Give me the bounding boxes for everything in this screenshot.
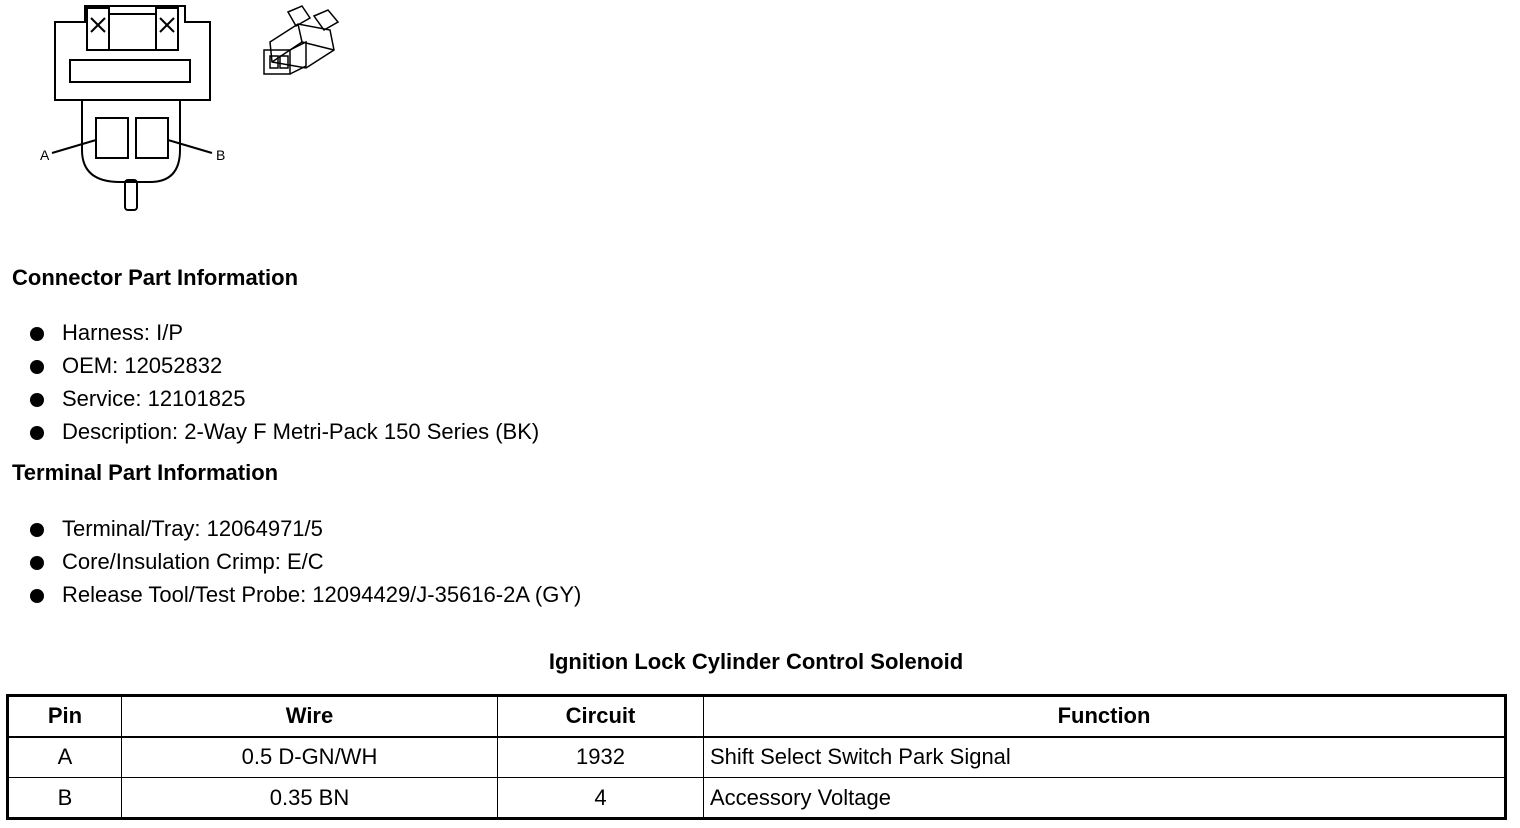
header-function: Function [704,696,1506,737]
list-item [28,352,539,385]
bullet-icon [30,426,44,440]
bullet-icon [30,589,44,603]
cell-wire: 0.35 BN [122,778,498,819]
cell-pin: B [8,778,122,819]
cell-circuit: 1932 [498,737,704,778]
list-item-text: Release Tool/Test Probe: 12094429/J-35616-2A (GY) [62,582,582,607]
bullet-icon [30,556,44,570]
header-circuit: Circuit [498,696,704,737]
cell-pin: A [8,737,122,778]
bullet-icon [30,360,44,374]
table-header-row [8,696,1506,737]
connector-part-heading: Connector Part Information [12,265,299,290]
cavity-label-b: B [216,147,226,163]
header-wire: Wire [122,696,498,737]
table-title: Ignition Lock Cylinder Control Solenoid [548,649,964,674]
cavity-label-a: A [40,147,50,163]
list-item-text: Description: 2-Way F Metri-Pack 150 Series (BK) [62,419,540,444]
table-row [8,737,1506,778]
bullet-icon [30,393,44,407]
connector-face-diagram [30,0,240,215]
cell-wire: 0.5 D-GN/WH [122,737,498,778]
terminal-part-heading: Terminal Part Information [12,460,279,485]
list-item-text: Harness: I/P [62,320,184,345]
cell-circuit: 4 [498,778,704,819]
bullet-icon [30,327,44,341]
list-item-text: Terminal/Tray: 12064971/5 [62,516,323,541]
terminal-part-list [28,515,581,614]
list-item [28,548,581,581]
pinout-table [6,694,1507,820]
header-pin: Pin [8,696,122,737]
list-item [28,418,539,451]
connector-isometric-diagram [258,2,348,92]
list-item-text: OEM: 12052832 [62,353,223,378]
list-item [28,385,539,418]
list-item [28,319,539,352]
cell-function: Accessory Voltage [704,778,1506,819]
bullet-icon [30,523,44,537]
cell-function: Shift Select Switch Park Signal [704,737,1506,778]
list-item [28,581,581,614]
list-item-text: Core/Insulation Crimp: E/C [62,549,324,574]
table-row [8,778,1506,819]
list-item [28,515,581,548]
connector-part-list [28,319,539,451]
list-item-text: Service: 12101825 [62,386,246,411]
